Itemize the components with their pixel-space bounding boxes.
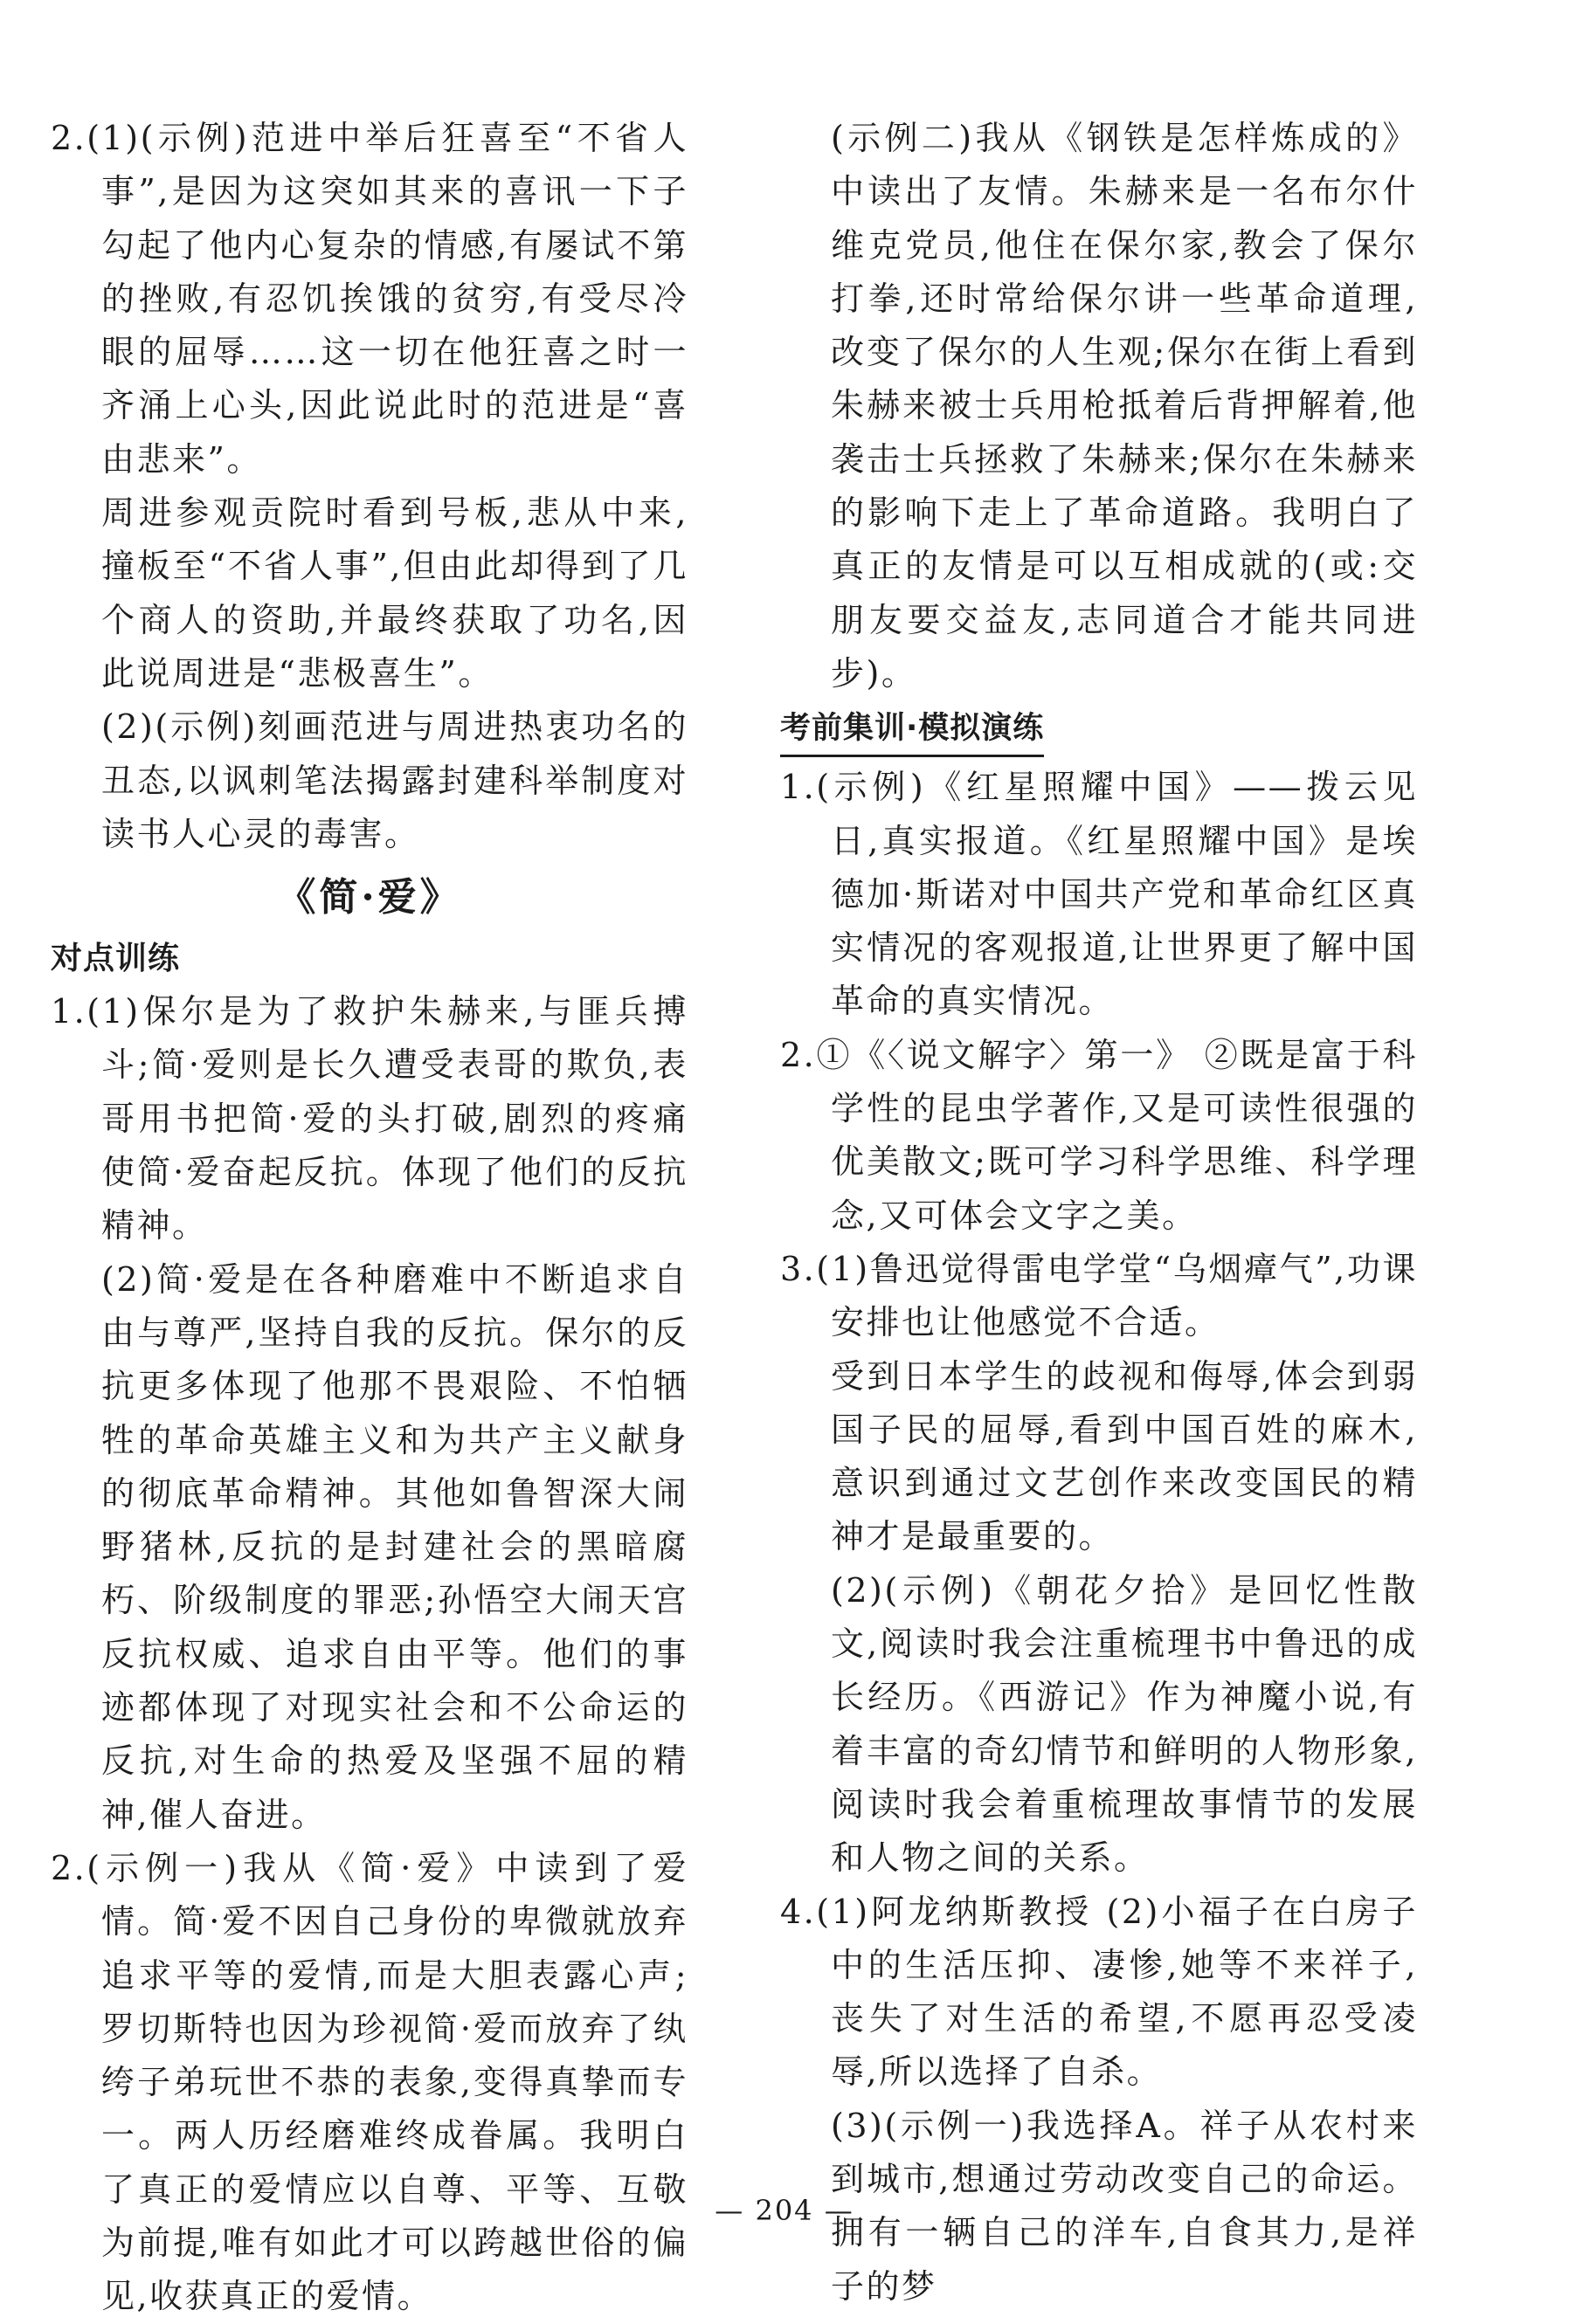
jane-eyre-answer-1-part-1: 1.(1)保尔是为了救护朱赫来,与匪兵搏斗;简·爱则是长久遭受表哥的欺负,表哥用书把简·爱的头打破,剧烈的疼痛使简·爱奋起反抗。体现了他们的反抗精神。 — [51, 992, 688, 1245]
jane-eyre-answer-2-example-2: (示例二)我从《钢铁是怎样炼成的》中读出了友情。朱赫来是一名布尔什维克党员,他住在保尔家,教会了保尔打拳,还时常给保尔讲一些革命道理,改变了保尔的人生观;保尔在街上看到朱赫来被士兵用枪抵着后背押解着,他袭击士兵拯救了朱赫来;保尔在朱赫来的影响下走上了革命道路。我明白了真正的友情是可以互相成就的(或:交朋友要交益友,志同道合才能共同进步)。 — [831, 119, 1418, 693]
mock-answer-2: 2.①《〈说文解字〉第一》 ②既是富于科学性的昆虫学著作,又是可读性很强的优美散文;既可学习科学思维、科学理念,又可体会文字之美。 — [780, 1035, 1418, 1235]
page-number: — 204 — — [715, 2194, 854, 2227]
mock-answer-3-part-2: (2)(示例)《朝花夕拾》是回忆性散文,阅读时我会注重梳理书中鲁迅的成长经历。《西游记》作为神魔小说,有着丰富的奇幻情节和鲜明的人物形象,阅读时我会着重梳理故事情节的发展和人物之间的关系。 — [831, 1570, 1418, 1878]
jane-eyre-answer-2-example-1: 2.(示例一)我从《简·爱》中读到了爱情。简·爱不因自己身份的卑微就放弃追求平等的爱情,而是大胆表露心声;罗切斯特也因为珍视简·爱而放弃了纨绔子弟玩世不恭的表象,变得真挚而专一。两人历经磨难终成眷属。我明白了真正的爱情应以自尊、平等、互敬为前提,唯有如此才可以跨越世俗的偏见,收获真正的爱情。 — [51, 1848, 688, 2316]
jane-eyre-answer-1-part-2: (2)简·爱是在各种磨难中不断追求自由与尊严,坚持自我的反抗。保尔的反抗更多体现了他那不畏艰险、不怕牺牲的革命英雄主义和为共产主义献身的彻底革命精神。其他如鲁智深大闹野猪林,反抗的是封建社会的黑暗腐朽、阶级制度的罪恶;孙悟空大闹天宫反抗权威、追求自由平等。他们的事迹都体现了对现实社会和不公命运的反抗,对生命的热爱及坚强不屈的精神,催人奋进。 — [101, 1259, 688, 1834]
section-heading-targeted-practice: 对点训练 — [51, 941, 181, 977]
left-column — [51, 112, 688, 2324]
mock-answer-3-part-1: 3.(1)鲁迅觉得雷电学堂“乌烟瘴气”,功课安排也让他感觉不合适。 — [780, 1249, 1418, 1342]
book-title: 《简·爱》 — [277, 875, 462, 921]
right-column — [780, 112, 1418, 2314]
mock-answer-4-part-3: (3)(示例一)我选择A。祥子从农村来到城市,想通过劳动改变自己的命运。拥有一辆自己的洋车,自食其力,是祥子的梦 — [831, 2106, 1418, 2306]
mock-answer-4-parts-1-2: 4.(1)阿龙纳斯教授 (2)小福子在白房子中的生活压抑、凄惨,她等不来祥子,丧失了对生活的希望,不愿再忍受凌辱,所以选择了自杀。 — [780, 1892, 1418, 2092]
mock-answer-1: 1.(示例)《红星照耀中国》——拨云见日,真实报道。《红星照耀中国》是埃德加·斯诺对中国共产党和革命红区真实情况的客观报道,让世界更了解中国革命的真实情况。 — [780, 768, 1418, 1021]
answer-2-part-1-continued: 周进参观贡院时看到号板,悲从中来,撞板至“不省人事”,但由此却得到了几个商人的资助,并最终获取了功名,因此说周进是“悲极喜生”。 — [101, 493, 688, 693]
answer-2-part-2: (2)(示例)刻画范进与周进热衷功名的丑态,以讽刺笔法揭露封建科举制度对读书人心灵的毒害。 — [101, 707, 688, 853]
answer-2-part-1: 2.(1)(示例)范进中举后狂喜至“不省人事”,是因为这突如其来的喜讯一下子勾起了他内心复杂的情感,有屡试不第的挫败,有忍饥挨饿的贫穷,有受尽冷眼的屈辱……这一切在他狂喜之时一齐涌上心头,因此说此时的范进是“喜由悲来”。 — [51, 119, 688, 479]
mock-answer-3-part-1-continued: 受到日本学生的歧视和侮辱,体会到弱国子民的屈辱,看到中国百姓的麻木,意识到通过文艺创作来改变国民的精神才是最重要的。 — [831, 1356, 1418, 1556]
section-heading-mock-exam: 考前集训·模拟演练 — [780, 704, 1044, 757]
